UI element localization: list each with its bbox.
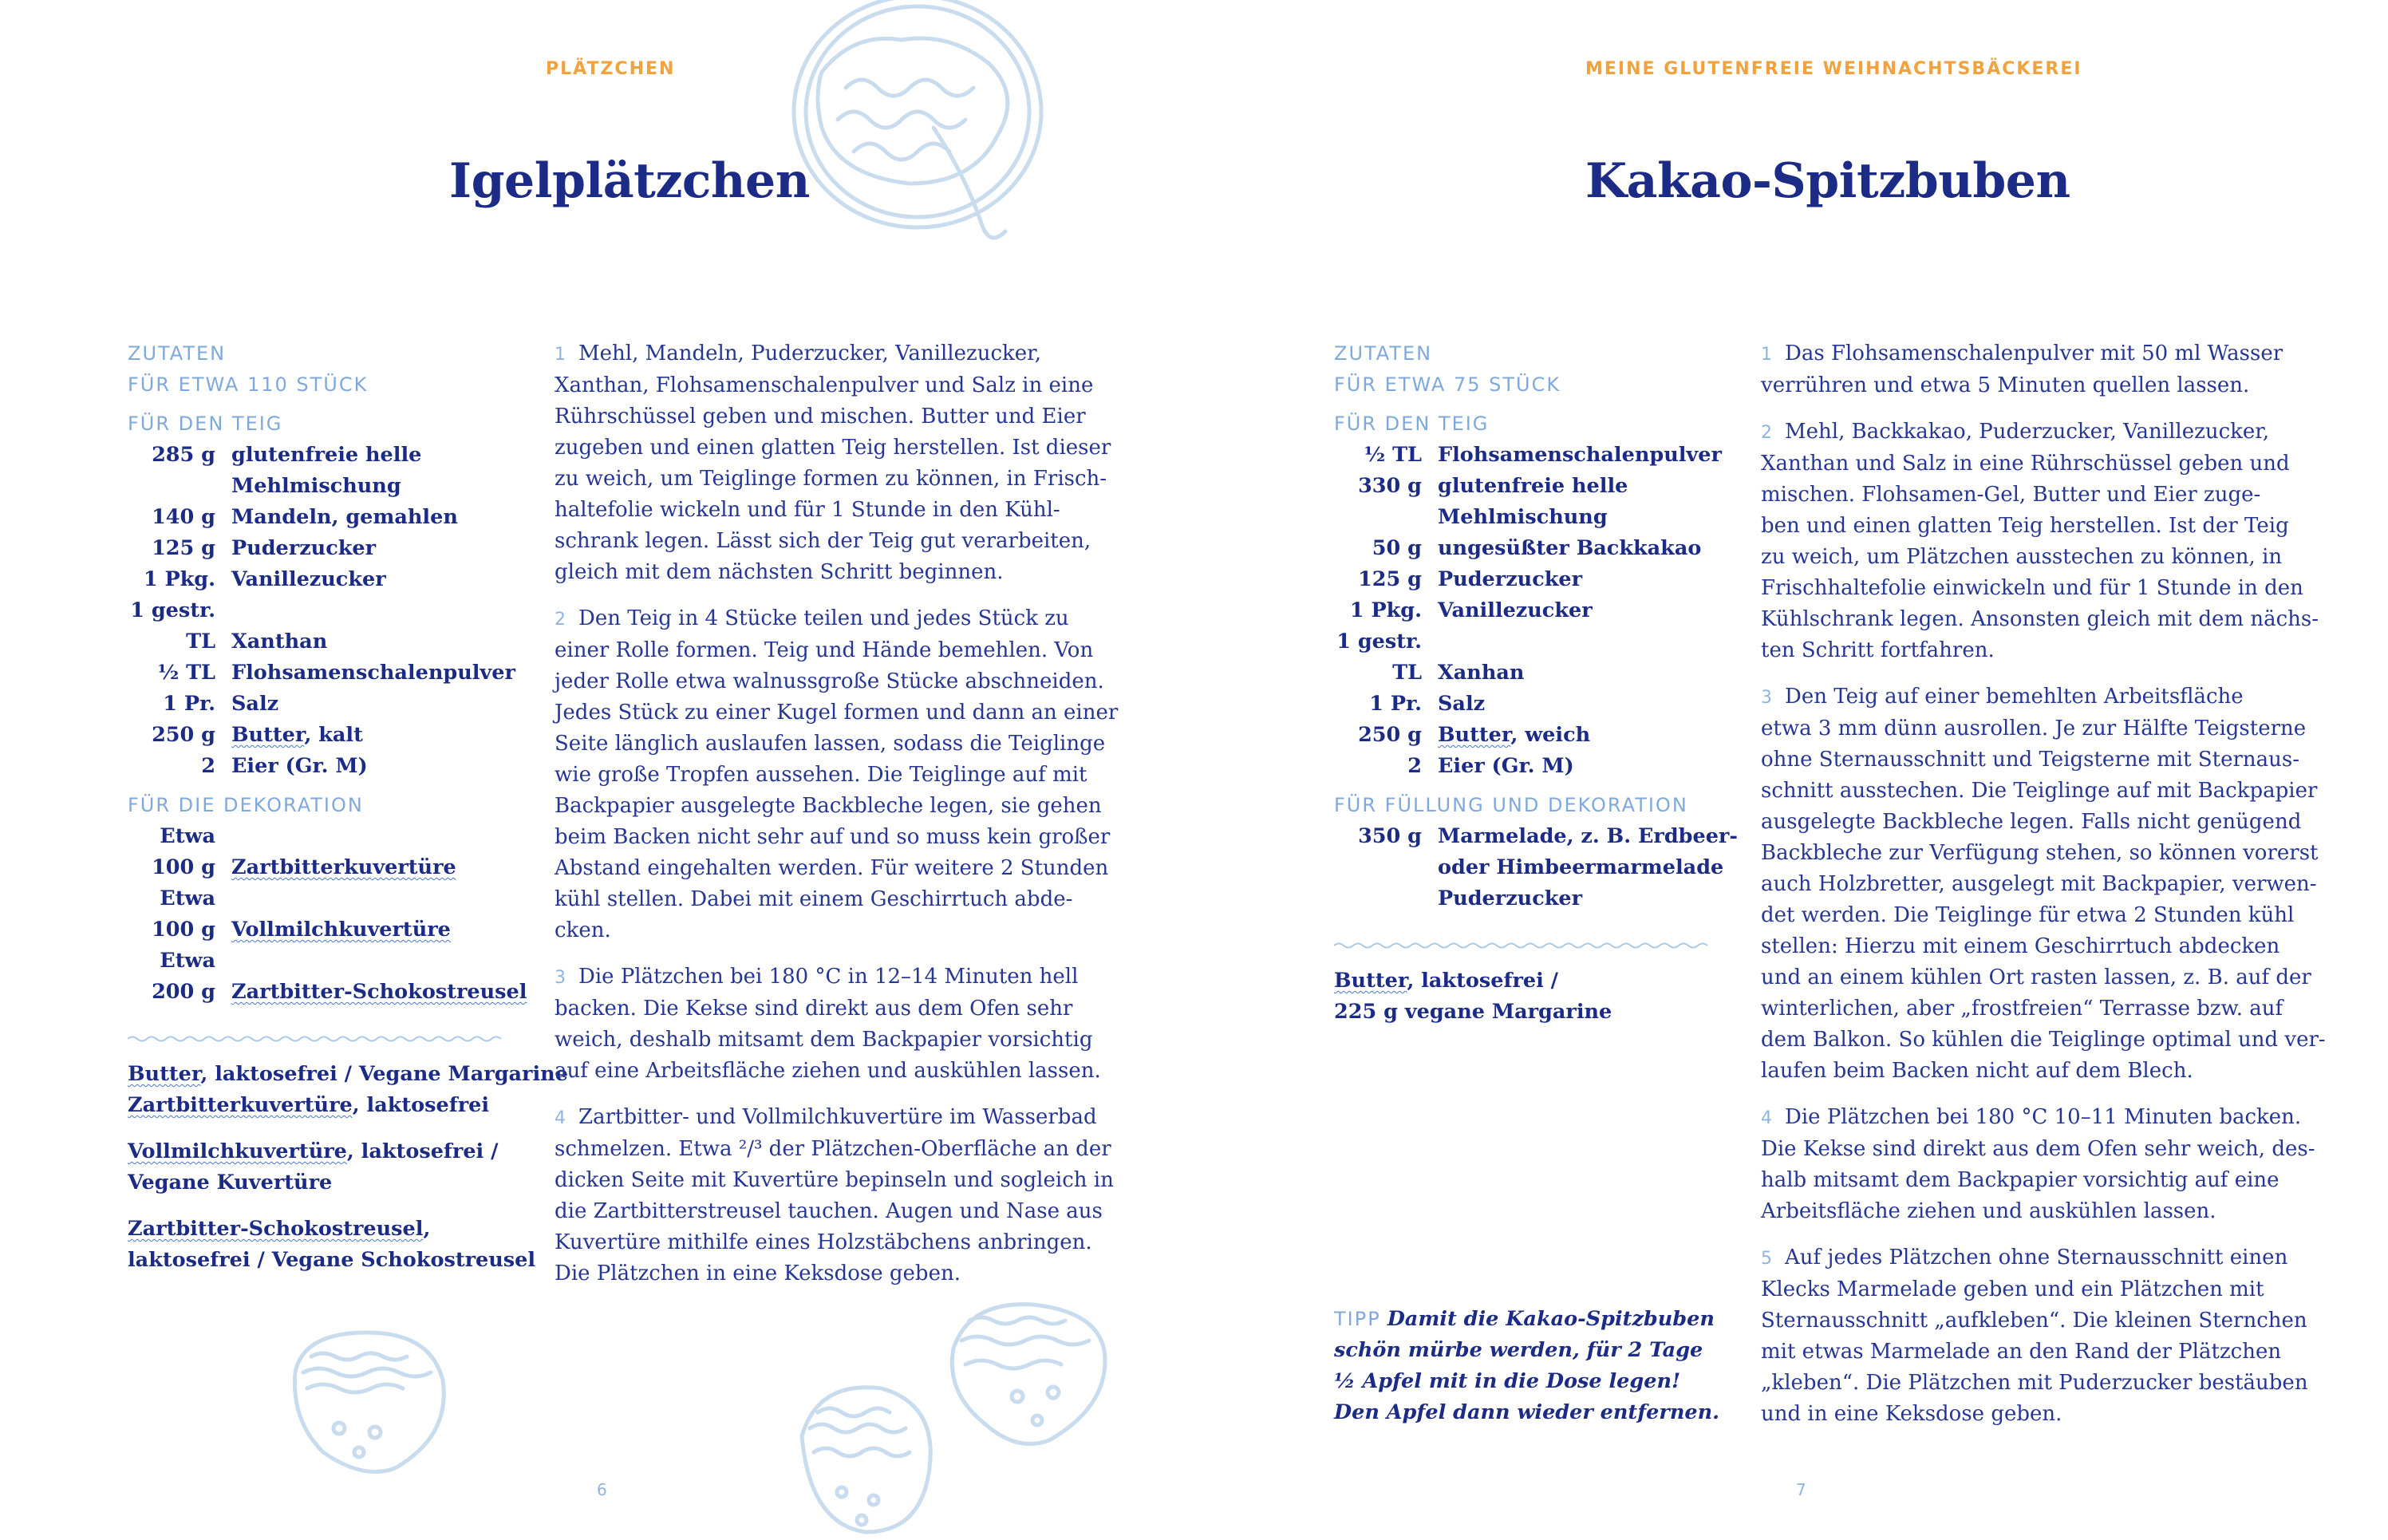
page-title: Kakao-Spitzbuben [1585,153,2070,209]
instruction-step: 1 Das Flohsamenschalenpulver mit 50 ml Wasser verrühren und etwa 5 Minuten quellen lassen. [1761,342,2283,397]
ingredient-row: 2 Eier (Gr. M) [1407,754,1574,778]
ingredient-row: 200 g Zartbitter-Schokostreusel [152,980,527,1004]
yield-label: FÜR ETWA 75 STÜCK [1334,373,1561,396]
ingredient-row: 125 g Puderzucker [1358,567,1583,591]
allergen-note: Butter, laktosefrei / Vegane Margarine [128,1062,568,1086]
running-head: MEINE GLUTENFREIE WEIHNACHTSBÄCKEREI [1585,59,2082,79]
tip-label: TIPP [1334,1308,1381,1330]
ingredient-row: 50 g ungesüßter Backkakao [1372,536,1702,560]
dough-section-heading: FÜR DEN TEIG [1334,413,1490,435]
ingredient-row: Mehlmischung [231,474,401,498]
hedgehog-cookie-icon [786,1372,945,1540]
page-number: 7 [1796,1480,1806,1499]
ingredients-column [1334,338,1738,1028]
ingredient-row: 330 g glutenfreie helle [1358,474,1628,498]
right-page [1194,0,2388,1540]
ingredient-row: Etwa [160,824,215,848]
instruction-step: 4 Zartbitter- und Vollmilchkuvertüre im Wasserbad schmelzen. Etwa ²/³ der Plätzchen-Oberfläche an der dicken Seite mit Kuvertüre bepinseln und sogleich in die Zartbitterstreusel tauchen. Augen und Nase aus Kuvertüre mithilfe eines Holzstäbchens anbringen. Die Plätzchen in eine Keksdose geben. [555,1105,1114,1285]
zutaten-label: ZUTATEN [1334,342,1433,365]
ingredient-row: Etwa [160,886,215,910]
ingredient-row: ½ TL Flohsamenschalenpulver [1364,443,1722,467]
ingredient-row: 100 g Vollmilchkuvertüre [152,918,451,942]
butter-link: Butter [1438,723,1511,747]
ingredient-row: 100 g Zartbitterkuvertüre [152,855,456,879]
allergen-note: 225 g vegane Margarine [1334,1000,1612,1024]
allergen-note: laktosefrei / Vegane Schokostreusel [128,1248,536,1272]
ingredient-row: Puderzucker [1438,886,1583,910]
allergen-note: Butter, laktosefrei / [1334,969,1558,993]
page-number: 6 [597,1480,607,1499]
filling-section-heading: FÜR FÜLLUNG UND DEKORATION [1334,794,1688,816]
allergen-note: Vollmilchkuvertüre, laktosefrei / [128,1139,499,1163]
wavy-divider [128,1035,503,1043]
hedgehog-cookie-icon [941,1293,1117,1452]
ingredient-row: Etwa [160,949,215,973]
ingredients-column [128,338,568,1276]
instruction-step: 2 Mehl, Backkakao, Puderzucker, Vanillezucker, Xanthan und Salz in eine Rührschüssel geben und mischen. Flohsamen-Gel, Butter und Eier zuge- ben und einen glatten Teig herstellen. Ist der Teig zu weich, um Plätzchen ausstechen zu können, in Frischhaltefolie einwickeln und für 1 Stunde in den Kühlschrank legen. Ansonsten gleich mit dem nächs- ten Schritt fortfahren. [1761,420,2319,662]
ingredient-row: 140 g Mandeln, gemahlen [152,505,458,529]
yield-label: FÜR ETWA 110 STÜCK [128,373,369,396]
allergen-note: Zartbitter-Schokostreusel, [128,1217,431,1241]
ingredient-row: 250 g Butter, weich [1358,723,1591,747]
ingredient-row: ½ TL Flohsamenschalenpulver [157,661,515,685]
instruction-step: 3 Die Plätzchen bei 180 °C in 12–14 Minuten hell backen. Die Kekse sind direkt aus dem Ofen sehr weich, deshalb mitsamt dem Backpapier vorsichtig auf eine Arbeitsfläche ziehen und auskühlen lassen. [555,965,1101,1083]
ingredient-row: 1 Pr. Salz [1369,692,1486,716]
tip-box: TIPP Damit die Kakao-Spitzbuben schön mürbe werden, für 2 Tage ½ Apfel mit in die Dose legen! Den Apfel dann wieder entfernen. [1334,1307,1720,1424]
allergen-note: Zartbitterkuvertüre, laktosefrei [128,1093,490,1117]
wavy-divider [1334,942,1709,950]
ingredient-row: 1 Pkg. Vanillezucker [1349,598,1593,622]
ingredient-row: TL Xanhan [1392,661,1525,685]
instructions-column [1761,338,2326,1445]
instruction-step: 3 Den Teig auf einer bemehlten Arbeitsfläche etwa 3 mm dünn ausrollen. Je zur Hälfte Teigsterne ohne Sternausschnitt und Teigsterne mit Sternaus- schnitt ausstechen. Die Teiglinge auf mit Backpapier ausgelegte Backbleche legen. Falls nicht genügend Backbleche zur Verfügung stehen, so können vorerst auch Holzbretter, ausgelegt mit Backpapier, verwen- det werden. Die Teiglinge für etwa 2 Stunden kühl stellen: Hierzu mit einem Geschirrtuch abdecken und an einem kühlen Ort rasten lassen, z. B. auf der winterlichen, aber „frostfreien“ Terrasse bzw. auf dem Balkon. So kühlen die Teiglinge optimal und ver- laufen beim Backen nicht auf dem Blech. [1761,685,2326,1083]
allergen-note: Vegane Kuvertüre [128,1171,333,1194]
ingredient-row: 1 Pr. Salz [163,692,279,716]
ingredient-row: 125 g Puderzucker [152,536,377,560]
instructions-column [555,338,1118,1305]
deco-section-heading: FÜR DIE DEKORATION [128,794,364,816]
instruction-step: 4 Die Plätzchen bei 180 °C 10–11 Minuten backen. Die Kekse sind direkt aus dem Ofen sehr weich, des- halb mitsamt dem Backpapier vorsichtig auf eine Arbeitsfläche ziehen und auskühlen lassen. [1761,1105,2315,1223]
bowl-illustration-icon [766,0,1085,247]
ingredient-row: 285 g glutenfreie helle [152,443,422,467]
hedgehog-cookie-icon [279,1325,455,1476]
ingredient-row: 1 gestr. [1336,630,1422,654]
instruction-step: 5 Auf jedes Plätzchen ohne Sternausschnitt einen Klecks Marmelade geben und ein Plätzchen mit Sternausschnitt „aufkleben“. Die kleinen Sternchen mit etwas Marmelade an den Rand der Plätzchen „kleben“. Die Plätzchen mit Puderzucker bestäuben und in eine Keksdose geben. [1761,1246,2308,1426]
ingredient-row: 1 gestr. [130,598,215,622]
running-head: PLÄTZCHEN [546,59,676,79]
instruction-step: 2 Den Teig in 4 Stücke teilen und jedes Stück zu einer Rolle formen. Teig und Hände bemehlen. Von jeder Rolle etwa walnussgroße Stücke abschneiden. Jedes Stück zu einer Kugel formen und dann an einer Seite länglich auslaufen lassen, sodass die Teiglinge wie große Tropfen aussehen. Die Teiglinge auf mit Backpapier ausgelegte Backbleche legen, sie gehen beim Backen nicht sehr auf und so muss kein großer Abstand eingehalten werden. Für weitere 2 Stunden kühl stellen. Dabei mit einem Geschirrtuch abde- cken. [555,606,1119,942]
ingredient-row: Mehlmischung [1438,505,1608,529]
page-title: Igelplätzchen [449,153,810,209]
ingredient-row: 2 Eier (Gr. M) [201,754,368,778]
ingredient-row: oder Himbeermarmelade [1438,855,1724,879]
ingredient-row: TL Xanthan [186,630,328,654]
ingredient-row: 1 Pkg. Vanillezucker [143,567,386,591]
butter-link: Butter [231,723,305,747]
dough-section-heading: FÜR DEN TEIG [128,413,283,435]
instruction-step: 1 Mehl, Mandeln, Puderzucker, Vanillezucker, Xanthan, Flohsamenschalenpulver und Salz in eine Rührschüssel geben und mischen. Butter und Eier zugeben und einen glatten Teig herstellen. Ist dieser zu weich, um Teiglinge formen zu können, in Frisch- haltefolie wickeln und für 1 Stunde in den Kühl- schrank legen. Lässt sich der Teig gut verarbeiten, gleich mit dem nächsten Schritt beginnen. [555,342,1111,584]
ingredient-row: 350 g Marmelade, z. B. Erdbeer- [1358,824,1738,848]
ingredient-row: 250 g Butter, kalt [152,723,363,747]
zutaten-label: ZUTATEN [128,342,227,365]
